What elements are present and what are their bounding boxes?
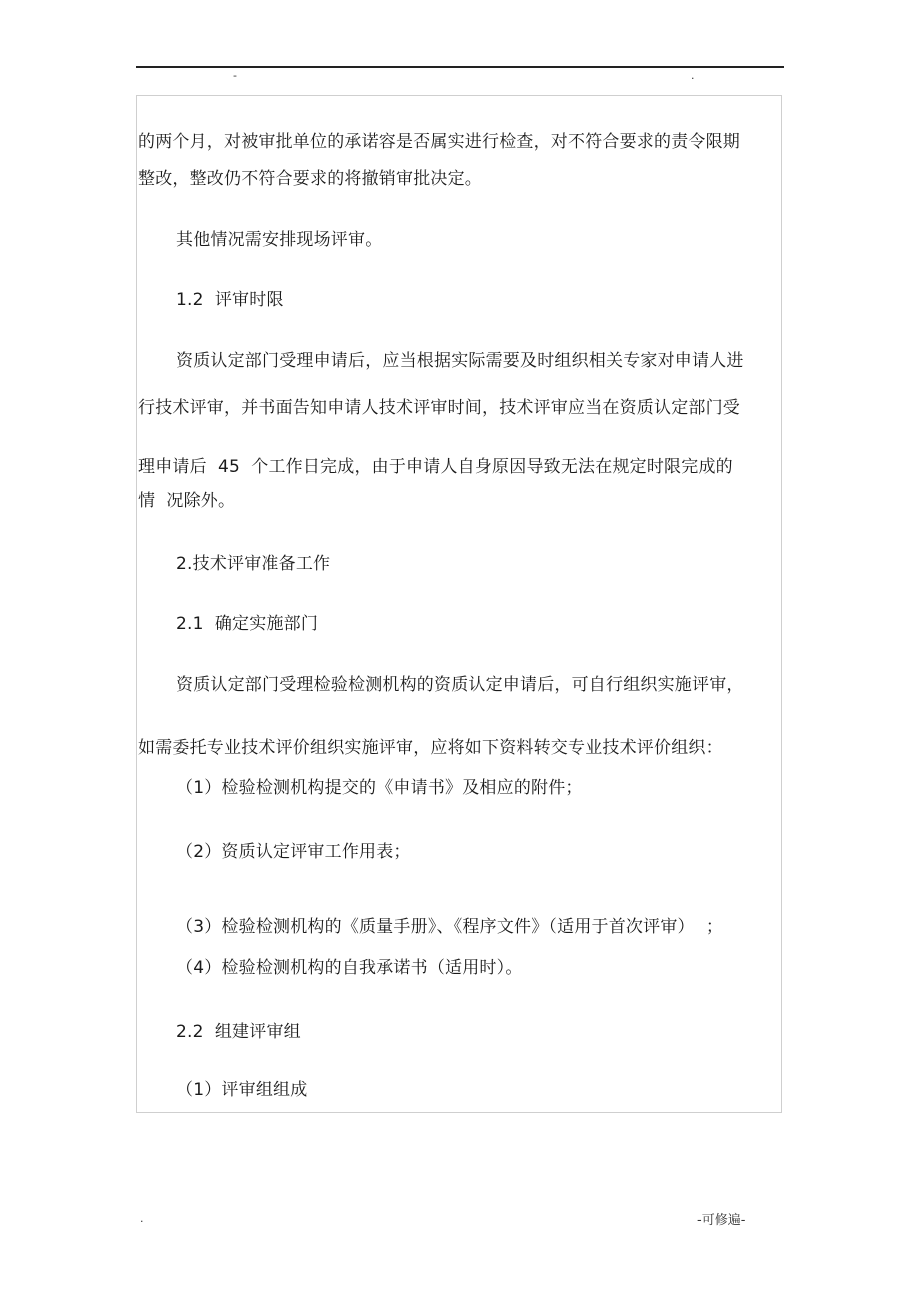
section-heading: 1.2 评审时限 xyxy=(176,290,284,310)
footer-left-mark: . xyxy=(140,1212,144,1225)
body-line: 资质认定部门受理检验检测机构的资质认定申请后，可自行组织实施评审， xyxy=(176,675,744,695)
section-heading: 2.技术评审准备工作 xyxy=(176,554,331,574)
section-heading: 2.2 组建评审组 xyxy=(176,1022,301,1042)
section-heading: 2.1 确定实施部门 xyxy=(176,614,319,634)
list-item: （2）资质认定评审工作用表； xyxy=(176,842,411,862)
body-line: 理申请后 45 个工作日完成，由于申请人自身原因导致无法在规定时限完成的 xyxy=(138,457,733,477)
body-line: 资质认定部门受理申请后，应当根据实际需要及时组织相关专家对申请人进 xyxy=(176,351,744,371)
footer-note: -可修遍- xyxy=(697,1213,746,1228)
list-item: （3）检验检测机构的《质量手册》、《程序文件》（适用于首次评审） ； xyxy=(176,917,724,937)
body-line: 其他情况需安排现场评审。 xyxy=(176,230,383,250)
body-line: 行技术评审，并书面告知申请人技术评审时间，技术评审应当在资质认定部门受 xyxy=(138,398,740,418)
list-item: （1）评审组组成 xyxy=(176,1080,308,1100)
body-line: 的两个月，对被审批单位的承诺容是否属实进行检查，对不符合要求的责令限期 xyxy=(138,132,740,152)
body-line: 如需委托专业技术评价组织实施评审，应将如下资料转交专业技术评价组织： xyxy=(138,738,723,758)
body-line: 情 况除外。 xyxy=(138,491,236,511)
body-line: 整改，整改仍不符合要求的将撤销审批决定。 xyxy=(138,169,482,189)
header-left-mark: - xyxy=(233,69,237,82)
header-rule xyxy=(136,66,784,68)
list-item: （4）检验检测机构的自我承诺书（适用时）。 xyxy=(176,958,523,978)
header-right-mark: . xyxy=(691,69,695,82)
list-item: （1）检验检测机构提交的《申请书》及相应的附件； xyxy=(176,778,583,798)
